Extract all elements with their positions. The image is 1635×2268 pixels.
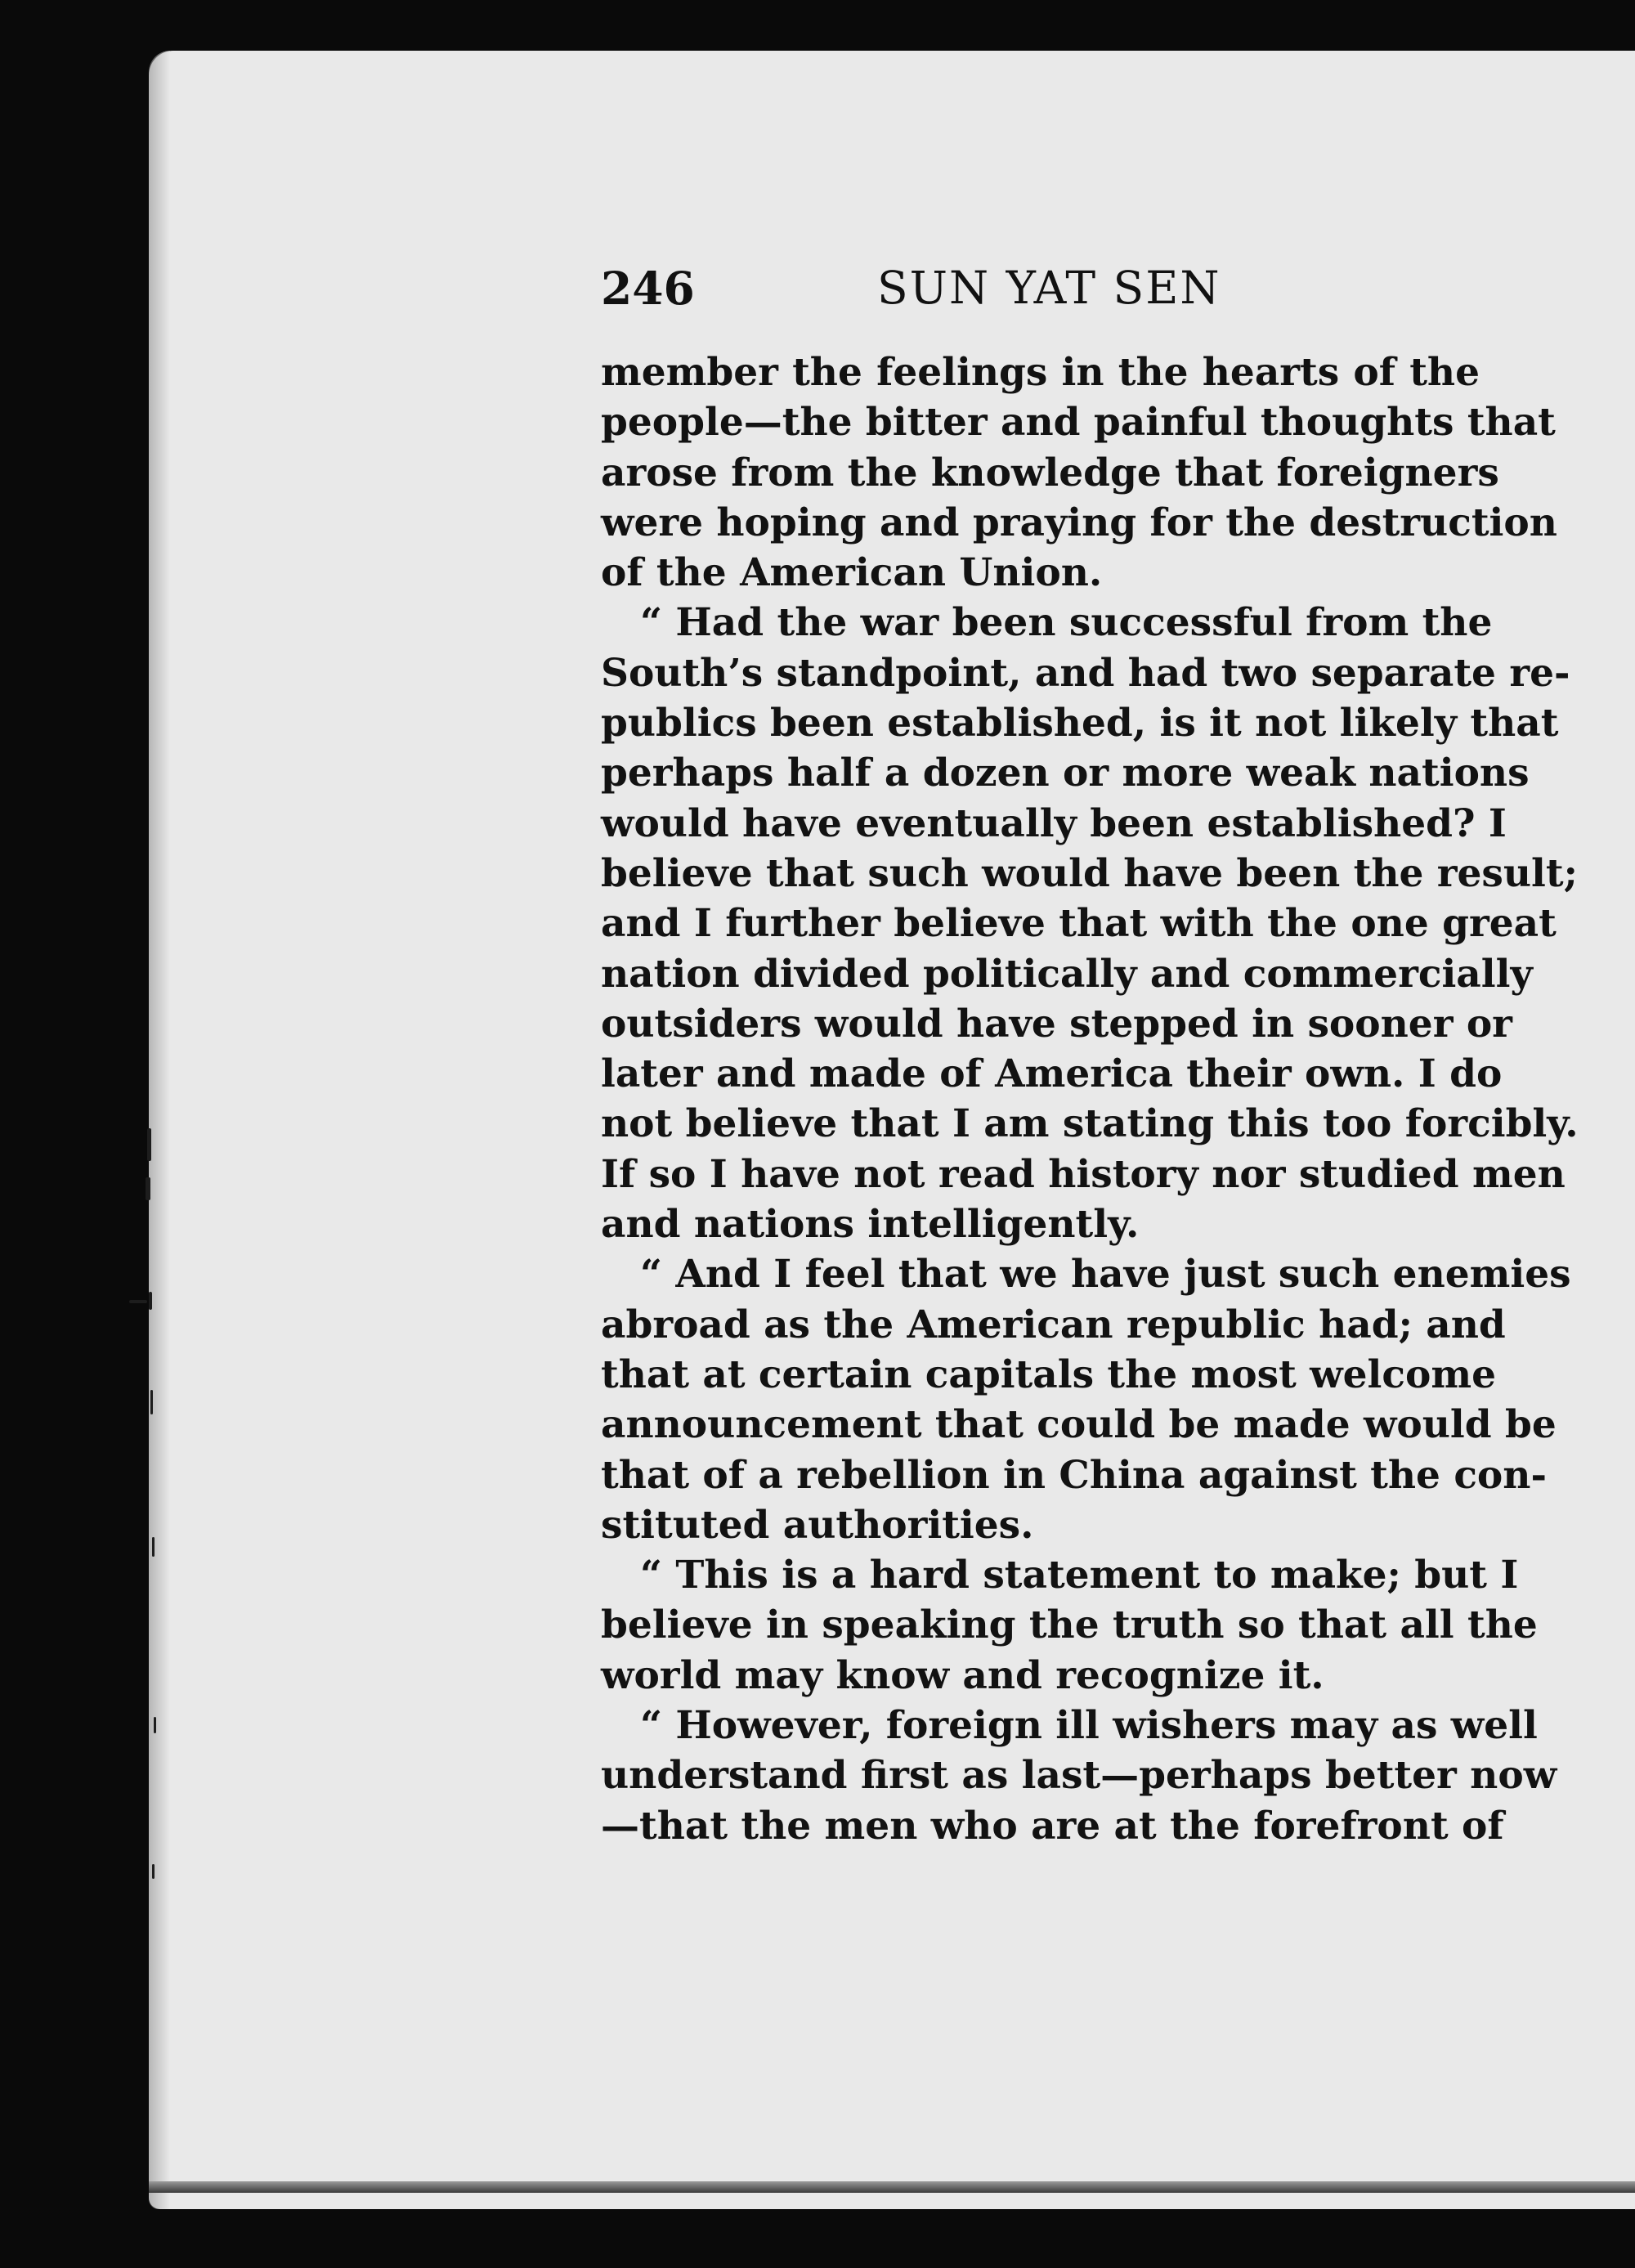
text-line: perhaps half a dozen or more weak nations [601, 751, 1530, 796]
text-line: that of a rebellion in China against the con- [601, 1452, 1547, 1498]
text-line: world may know and recognize it. [601, 1652, 1324, 1698]
running-title: SUN YAT SEN [877, 262, 1221, 314]
text-line: —that the men who are at the forefront of [601, 1803, 1504, 1849]
text-line: publics been established, is it not likely that [601, 701, 1559, 746]
text-line: arose from the knowledge that foreigners [601, 450, 1499, 495]
text-line: abroad as the American republic had; and [601, 1302, 1506, 1347]
text-line: not believe that I am stating this too forcibly. [601, 1101, 1579, 1147]
text-line: “ Had the war been successful from the [640, 600, 1493, 646]
body-text [601, 347, 1579, 1851]
text-line: “ And I feel that we have just such enemies [640, 1252, 1571, 1298]
text-line: later and made of America their own. I do [601, 1051, 1503, 1097]
text-line: stituted authorities. [601, 1502, 1034, 1548]
text-line: and nations intelligently. [601, 1202, 1140, 1248]
text-line: and I further believe that with the one great [601, 901, 1557, 947]
text-line: would have eventually been established? I [601, 800, 1507, 846]
text-line: member the feelings in the hearts of the [601, 350, 1480, 395]
text-line: believe in speaking the truth so that all the [601, 1602, 1538, 1648]
text-line: were hoping and praying for the destruction [601, 500, 1557, 545]
text-line: of the American Union. [601, 550, 1103, 596]
text-line: “ This is a hard statement to make; but I [640, 1553, 1519, 1598]
page-bottom-edge [149, 2181, 1635, 2193]
text-line: believe that such would have been the result; [601, 850, 1578, 896]
text-line: If so I have not read history nor studied men [601, 1151, 1566, 1197]
gutter-scan-marks [123, 1128, 180, 2028]
text-line: that at certain capitals the most welcome [601, 1351, 1496, 1397]
text-line: people—the bitter and painful thoughts that [601, 400, 1556, 446]
text-line: nation divided politically and commercially [601, 951, 1533, 997]
text-line: South’s standpoint, and had two separate re- [601, 650, 1570, 696]
text-line: understand first as last—perhaps better now [601, 1753, 1557, 1799]
text-line: announcement that could be made would be [601, 1402, 1557, 1448]
text-line: outsiders would have stepped in sooner or [601, 1001, 1512, 1047]
page-header [601, 262, 1480, 327]
text-line: “ However, foreign ill wishers may as well [640, 1703, 1538, 1749]
page-number: 246 [601, 262, 695, 315]
